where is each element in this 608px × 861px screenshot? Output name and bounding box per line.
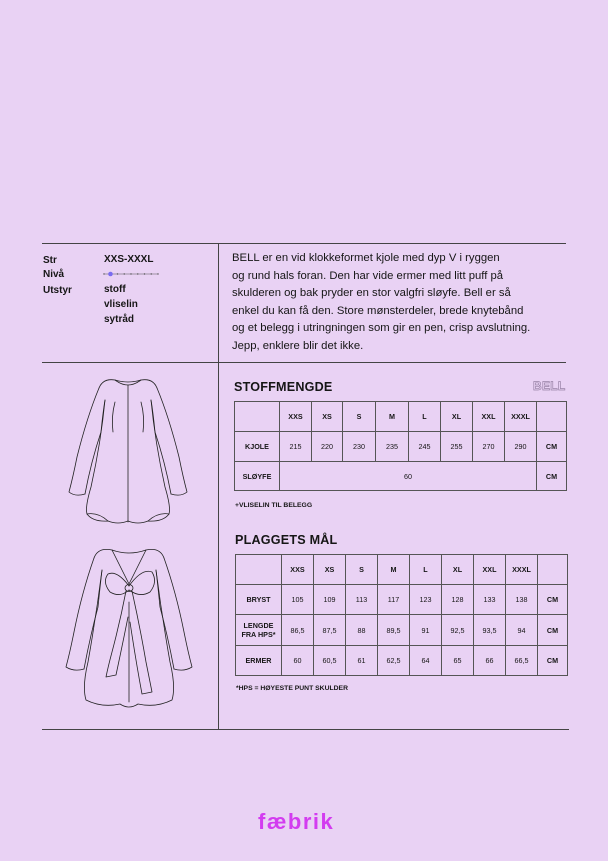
level-tick: [117, 273, 118, 274]
unit-cell: CM: [538, 615, 568, 646]
row-label: KJOLE: [235, 432, 280, 462]
table-cell: 62,5: [378, 646, 410, 676]
size-label: Str: [43, 255, 57, 266]
row-label: [236, 615, 282, 646]
table-cell: 60,5: [314, 646, 346, 676]
level-indicator: [108, 272, 113, 277]
level-tick: [151, 273, 152, 274]
table-cell: 230: [343, 432, 376, 462]
unit-cell: CM: [538, 646, 568, 676]
table-row: [235, 462, 567, 491]
table-cell: 91: [410, 615, 442, 646]
size-value: XXS-XXXL: [104, 254, 154, 265]
level-tick: [124, 273, 125, 274]
measurements-note: *HPS = HØYESTE PUNT SKULDER: [236, 685, 348, 692]
table-cell: 65: [442, 646, 474, 676]
size-header: XS: [314, 555, 346, 585]
measurements-table: [235, 554, 568, 676]
column-divider: [218, 243, 219, 729]
size-header: M: [378, 555, 410, 585]
description-line: og rund hals foran. Den har vide ermer med litt puff på: [232, 269, 504, 282]
table-cell: 117: [378, 585, 410, 615]
equipment-list: [104, 282, 138, 327]
unit-cell: CM: [537, 432, 567, 462]
size-header: XXXL: [506, 555, 538, 585]
pattern-description: [232, 250, 562, 356]
table-row: [236, 585, 568, 615]
table-cell: 255: [441, 432, 473, 462]
table-cell: 87,5: [314, 615, 346, 646]
measurements-header-row: [236, 555, 568, 585]
description-line: enkel du kan få den. Store mønsterdeler, brede knytebånd: [232, 304, 524, 317]
level-tick: [144, 273, 145, 274]
equipment-item-fabric: stoff: [104, 284, 126, 295]
table-cell: 113: [346, 585, 378, 615]
size-header: XXL: [474, 555, 506, 585]
table-cell: 92,5: [442, 615, 474, 646]
equipment-item-interfacing: vliselin: [104, 299, 138, 310]
table-cell: 123: [410, 585, 442, 615]
level-tick: [130, 273, 131, 274]
size-header: S: [346, 555, 378, 585]
table-row: [235, 432, 567, 462]
table-cell: 94: [506, 615, 538, 646]
fabric-header-row: [235, 402, 567, 432]
table-cell: 89,5: [378, 615, 410, 646]
size-header: L: [410, 555, 442, 585]
description-line: og et belegg i utringningen som gir en pen, crisp avslutning.: [232, 322, 531, 335]
fabric-table: [234, 401, 567, 491]
pattern-name: BELL: [533, 379, 566, 393]
size-header: XXXL: [505, 402, 537, 432]
row-label: ERMER: [236, 646, 282, 676]
table-cell: 245: [409, 432, 441, 462]
level-tick: [103, 273, 104, 274]
table-cell: 64: [410, 646, 442, 676]
table-cell: 88: [346, 615, 378, 646]
description-line: Jepp, enklere blir det ikke.: [232, 339, 364, 352]
table-cell: 138: [506, 585, 538, 615]
table-row: [236, 615, 568, 646]
row-label: BRYST: [236, 585, 282, 615]
table-cell: 128: [442, 585, 474, 615]
fabric-section-title: STOFFMENGDE: [234, 380, 333, 394]
size-header: XXS: [282, 555, 314, 585]
row-label: SLØYFE: [235, 462, 280, 491]
bottom-divider: [42, 729, 569, 730]
table-cell: 61: [346, 646, 378, 676]
level-tick: [157, 273, 158, 274]
middle-divider: [42, 362, 566, 363]
empty-cell: [538, 555, 568, 585]
table-cell: 86,5: [282, 615, 314, 646]
table-cell: 270: [473, 432, 505, 462]
table-cell: 220: [312, 432, 343, 462]
level-tick: [137, 273, 138, 274]
unit-cell: CM: [538, 585, 568, 615]
table-row: [236, 646, 568, 676]
empty-cell: [537, 402, 567, 432]
table-cell: 105: [282, 585, 314, 615]
equipment-label: Utstyr: [43, 285, 72, 296]
table-cell: 235: [376, 432, 409, 462]
description-line: skulderen og bak pryder en stor valgfri sløyfe. Bell er så: [232, 287, 511, 300]
table-cell: 290: [505, 432, 537, 462]
table-cell: 215: [280, 432, 312, 462]
description-line: BELL er en vid klokkeformet kjole med dyp V i ryggen: [232, 252, 500, 264]
table-cell: 66,5: [506, 646, 538, 676]
size-header: XL: [441, 402, 473, 432]
table-cell: 109: [314, 585, 346, 615]
measurements-section-title: PLAGGETS MÅL: [235, 533, 338, 547]
table-cell: 60: [280, 462, 537, 491]
row-label-line: FRA HPS*: [241, 630, 276, 639]
size-header: XS: [312, 402, 343, 432]
table-cell: 133: [474, 585, 506, 615]
level-label: Nivå: [43, 269, 65, 280]
table-cell: 60: [282, 646, 314, 676]
empty-cell: [235, 402, 280, 432]
fabric-note: +VLISELIN TIL BELEGG: [235, 502, 313, 509]
equipment-item-thread: sytråd: [104, 314, 135, 325]
top-divider: [42, 243, 566, 244]
size-header: XL: [442, 555, 474, 585]
size-header: XXL: [473, 402, 505, 432]
unit-cell: CM: [537, 462, 567, 491]
size-header: L: [409, 402, 441, 432]
dress-back-illustration: [62, 542, 197, 717]
row-label-line: LENGDE: [243, 621, 274, 630]
brand-logo: fæbrik: [258, 809, 335, 834]
size-header: M: [376, 402, 409, 432]
size-header: XXS: [280, 402, 312, 432]
size-header: S: [343, 402, 376, 432]
level-slider: [103, 269, 163, 279]
table-cell: 93,5: [474, 615, 506, 646]
dress-front-illustration: [63, 372, 193, 532]
table-cell: 66: [474, 646, 506, 676]
empty-cell: [236, 555, 282, 585]
